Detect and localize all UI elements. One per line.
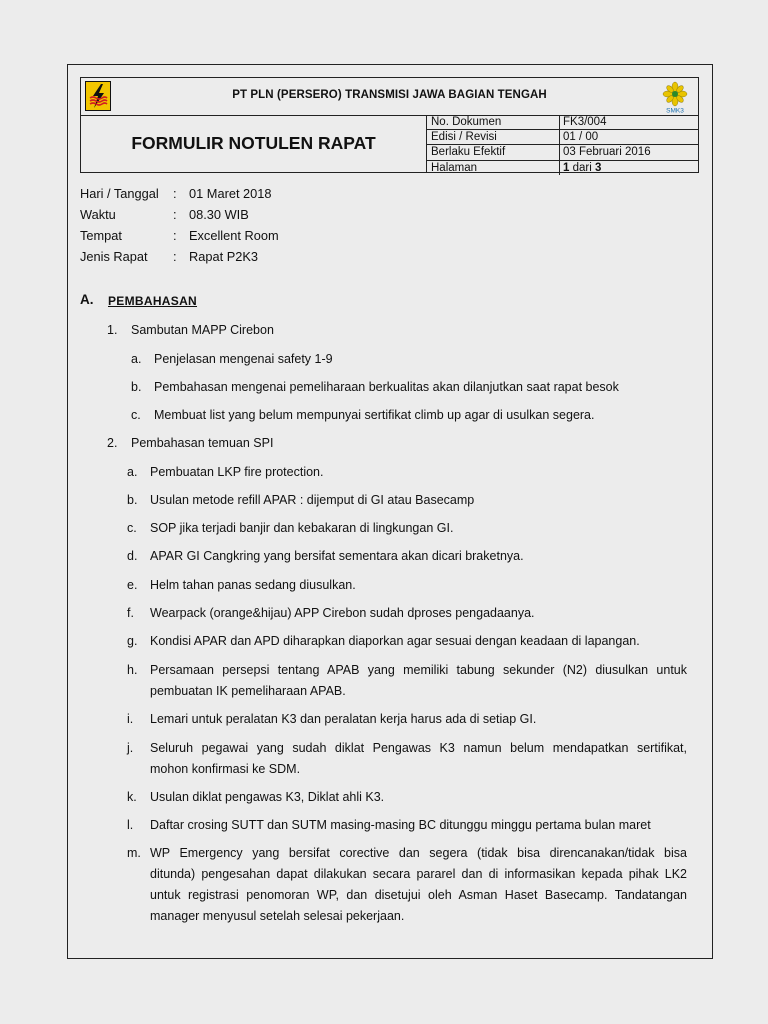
subitem-letter: g.	[127, 634, 138, 648]
form-title: FORMULIR NOTULEN RAPAT	[81, 115, 427, 172]
subitem-text-line: ditunda) pengesahan dapat dilakukan secara pararel dan di informasikan kepada pihak LK2	[150, 867, 687, 881]
subitem-letter: j.	[127, 741, 134, 755]
meta-value: 03 Februari 2016	[559, 145, 698, 159]
meta-label: No. Dokumen	[431, 116, 502, 128]
subitem-letter: m.	[127, 846, 141, 860]
subitem-text: Kondisi APAR dan APD diharapkan diaporkan agar sesuai dengan keadaan di lapangan.	[150, 634, 640, 648]
item-title: Sambutan MAPP Cirebon	[131, 323, 274, 337]
subitem-text: Usulan metode refill APAR : dijemput di GI atau Basecamp	[150, 493, 475, 507]
subitem-text: Daftar crosing SUTT dan SUTM masing-masing BC ditunggu minggu pertama bulan maret	[150, 818, 651, 832]
subitem-letter: d.	[127, 549, 138, 563]
info-colon: :	[173, 207, 177, 222]
subitem-letter: l.	[127, 818, 134, 832]
subitem-text-block	[150, 843, 687, 927]
section-title: PEMBAHASAN	[108, 294, 198, 308]
meta-value: 01 / 00	[559, 130, 698, 144]
subitem-text: Penjelasan mengenai safety 1-9	[154, 352, 333, 366]
subitem-letter: c.	[127, 521, 137, 535]
subitem-text: Helm tahan panas sedang diusulkan.	[150, 578, 356, 592]
subitem-letter: b.	[127, 493, 138, 507]
subitem-letter: c.	[131, 408, 141, 422]
subitem-text: Usulan diklat pengawas K3, Diklat ahli K3.	[150, 790, 385, 804]
info-value: Rapat P2K3	[189, 249, 259, 264]
info-colon: :	[173, 186, 177, 201]
subitem-letter: f.	[127, 606, 134, 620]
page-number: 1	[563, 161, 570, 174]
meta-value: FK3/004	[559, 115, 698, 129]
item-title: Pembahasan temuan SPI	[131, 436, 274, 450]
section-letter: A.	[80, 292, 94, 307]
item-number: 1.	[107, 323, 118, 337]
subitem-text-line: Seluruh pegawai yang sudah diklat Pengawas K3 namun belum mendapatkan sertifikat,	[150, 741, 687, 755]
document-meta-table	[427, 115, 698, 175]
subitem-text-line: WP Emergency yang bersifat corective dan segera (tidak bisa direncanakan/tidak bisa	[150, 846, 687, 860]
info-label: Waktu	[80, 207, 116, 222]
meta-label: Berlaku Efektif	[431, 146, 506, 159]
header-company-row	[81, 78, 698, 116]
info-label: Hari / Tanggal	[80, 186, 159, 201]
subitem-text: Wearpack (orange&hijau) APP Cirebon sudah dproses pengadaanya.	[150, 606, 535, 620]
info-value: 08.30 WIB	[189, 207, 249, 222]
meta-row-document-number	[427, 115, 698, 130]
subitem-text: SOP jika terjadi banjir dan kebakaran di lingkungan GI.	[150, 521, 454, 535]
subitem-letter: h.	[127, 663, 138, 677]
subitem-letter: b.	[131, 380, 142, 394]
smk3-logo-icon	[660, 81, 690, 114]
subitem-text: Pembuatan LKP fire protection.	[150, 465, 324, 479]
subitem-letter: e.	[127, 578, 138, 592]
subitem-text-line: Persamaan persepsi tentang APAB yang memiliki tabung sekunder (N2) diusulkan untuk	[150, 663, 687, 677]
page-total: 3	[595, 161, 602, 174]
meta-label: Edisi / Revisi	[431, 131, 497, 144]
subitem-letter: i.	[127, 712, 134, 726]
info-label: Tempat	[80, 228, 122, 243]
subitem-text-line: mohon konfirmasi ke SDM.	[150, 762, 301, 776]
subitem-letter: k.	[127, 790, 137, 804]
info-value: Excellent Room	[189, 228, 279, 243]
info-colon: :	[173, 249, 177, 264]
meta-row-page	[427, 161, 698, 175]
subitem-text: Membuat list yang belum mempunyai sertifikat climb up agar di usulkan segera.	[154, 408, 595, 422]
meta-row-effective-date	[427, 145, 698, 160]
meta-label: Halaman	[431, 161, 478, 174]
subitem-text: APAR GI Cangkring yang bersifat sementara akan dicari braketnya.	[150, 549, 524, 563]
info-value: 01 Maret 2018	[189, 186, 272, 201]
subitem-text-line: pembuatan IK pemeliharaan APAB.	[150, 684, 346, 698]
smk3-logo-text: SMK3	[666, 107, 684, 114]
page-separator: dari	[572, 161, 592, 174]
meta-value-page	[559, 161, 698, 175]
subitem-text: Pembahasan mengenai pemeliharaan berkualitas akan dilanjutkan saat rapat besok	[154, 380, 619, 394]
subitem-letter: a.	[131, 352, 142, 366]
subitem-text-block	[150, 738, 687, 780]
subitem-letter: a.	[127, 465, 138, 479]
meta-row-edition	[427, 130, 698, 145]
subitem-text-line: manager menyusul setelah selesai pekerjaan.	[150, 909, 405, 923]
info-label: Jenis Rapat	[80, 249, 148, 264]
subitem-text: Lemari untuk peralatan K3 dan peralatan kerja harus ada di setiap GI.	[150, 712, 537, 726]
subitem-text-block	[150, 660, 687, 702]
item-number: 2.	[107, 436, 118, 450]
document-header	[80, 77, 699, 173]
subitem-text-line: untuk registrasi penomoran WP, dan disetujui oleh Asman Haset Basecamp. Tandatangan	[150, 888, 687, 902]
company-name: PT PLN (PERSERO) TRANSMISI JAWA BAGIAN TENGAH	[232, 89, 547, 101]
info-colon: :	[173, 228, 177, 243]
